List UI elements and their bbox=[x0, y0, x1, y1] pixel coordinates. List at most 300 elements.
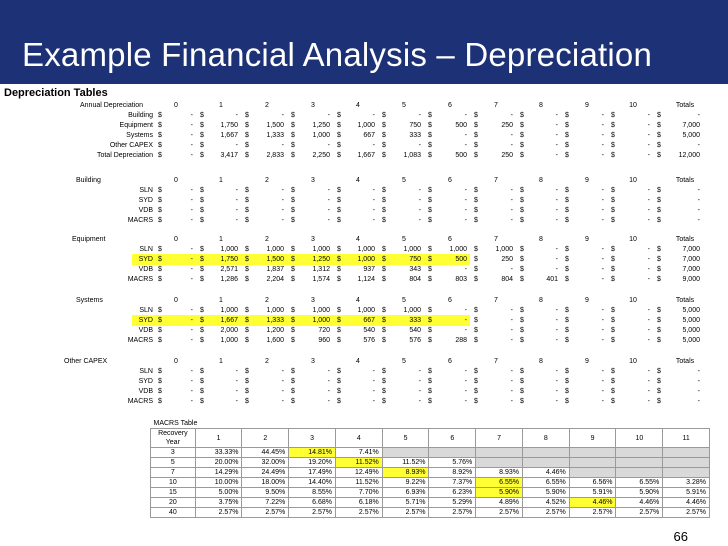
totals-header: Totals bbox=[675, 177, 695, 184]
currency-symbol: $ bbox=[565, 132, 569, 139]
currency-symbol: $ bbox=[337, 398, 341, 405]
currency-symbol: $ bbox=[337, 132, 341, 139]
total-cell: 7,000 bbox=[682, 246, 700, 253]
macrs-rate-cell: 7.37% bbox=[429, 478, 476, 488]
total-cell: - bbox=[697, 378, 700, 385]
macrs-rate-cell: 5.71% bbox=[382, 498, 429, 508]
macrs-rate-cell bbox=[663, 458, 710, 468]
value-cell: - bbox=[190, 276, 193, 283]
macrs-rate-cell: 6.23% bbox=[429, 488, 476, 498]
total-cell: 5,000 bbox=[682, 307, 700, 314]
currency-symbol: $ bbox=[382, 246, 386, 253]
year-header: 0 bbox=[174, 297, 178, 304]
currency-symbol: $ bbox=[611, 152, 615, 159]
macrs-rate-cell: 6.93% bbox=[382, 488, 429, 498]
year-header: 1 bbox=[219, 236, 223, 243]
value-cell: - bbox=[601, 187, 604, 194]
total-cell: 5,000 bbox=[682, 337, 700, 344]
currency-symbol: $ bbox=[245, 378, 249, 385]
currency-symbol: $ bbox=[337, 207, 341, 214]
macrs-rate-cell bbox=[382, 448, 429, 458]
value-cell: - bbox=[372, 142, 375, 149]
currency-symbol: $ bbox=[337, 112, 341, 119]
value-cell: - bbox=[555, 378, 558, 385]
currency-symbol: $ bbox=[611, 378, 615, 385]
currency-symbol: $ bbox=[520, 217, 524, 224]
value-cell: - bbox=[510, 388, 513, 395]
macrs-rate-cell: 14.81% bbox=[289, 448, 336, 458]
currency-symbol: $ bbox=[657, 276, 661, 283]
value-cell: - bbox=[327, 187, 330, 194]
year-header: 5 bbox=[402, 102, 406, 109]
value-cell: - bbox=[555, 246, 558, 253]
currency-symbol: $ bbox=[428, 378, 432, 385]
macrs-rate-cell: 4.89% bbox=[476, 498, 523, 508]
currency-symbol: $ bbox=[474, 327, 478, 334]
value-cell: 1,333 bbox=[266, 132, 284, 139]
currency-symbol: $ bbox=[520, 246, 524, 253]
value-cell: - bbox=[601, 152, 604, 159]
recovery-label: Recovery bbox=[158, 430, 188, 437]
year-header: 1 bbox=[219, 102, 223, 109]
value-cell: - bbox=[190, 256, 193, 263]
value-cell: - bbox=[555, 132, 558, 139]
value-cell: - bbox=[510, 132, 513, 139]
currency-symbol: $ bbox=[428, 197, 432, 204]
currency-symbol: $ bbox=[158, 378, 162, 385]
value-cell: - bbox=[418, 378, 421, 385]
macrs-rate-cell: 4.46% bbox=[569, 498, 616, 508]
currency-symbol: $ bbox=[291, 207, 295, 214]
currency-symbol: $ bbox=[428, 122, 432, 129]
value-cell: 1,124 bbox=[357, 276, 375, 283]
currency-symbol: $ bbox=[337, 276, 341, 283]
macrs-column-header: 1 bbox=[195, 429, 242, 448]
value-cell: - bbox=[464, 388, 467, 395]
value-cell: - bbox=[647, 112, 650, 119]
macrs-rate-cell: 7.41% bbox=[335, 448, 382, 458]
currency-symbol: $ bbox=[428, 132, 432, 139]
year-header: 3 bbox=[311, 358, 315, 365]
currency-symbol: $ bbox=[657, 122, 661, 129]
currency-symbol: $ bbox=[200, 266, 204, 273]
currency-symbol: $ bbox=[245, 142, 249, 149]
currency-symbol: $ bbox=[657, 256, 661, 263]
value-cell: - bbox=[235, 187, 238, 194]
year-header: 0 bbox=[174, 358, 178, 365]
value-cell: 804 bbox=[501, 276, 513, 283]
macrs-rate-cell: 6.55% bbox=[476, 478, 523, 488]
macrs-row bbox=[151, 468, 710, 478]
year-header: 7 bbox=[494, 297, 498, 304]
macrs-rate-cell: 24.49% bbox=[242, 468, 289, 478]
value-cell: - bbox=[601, 207, 604, 214]
title-bar bbox=[0, 0, 728, 84]
currency-symbol: $ bbox=[382, 266, 386, 273]
row-label: Systems bbox=[126, 132, 153, 139]
currency-symbol: $ bbox=[565, 368, 569, 375]
value-cell: 1,000 bbox=[220, 307, 238, 314]
year-header: 4 bbox=[356, 177, 360, 184]
macrs-row bbox=[151, 448, 710, 458]
currency-symbol: $ bbox=[474, 187, 478, 194]
year-header: 6 bbox=[448, 297, 452, 304]
value-cell: - bbox=[235, 197, 238, 204]
currency-symbol: $ bbox=[291, 337, 295, 344]
currency-symbol: $ bbox=[158, 246, 162, 253]
currency-symbol: $ bbox=[520, 398, 524, 405]
year-header: 10 bbox=[629, 358, 637, 365]
currency-symbol: $ bbox=[158, 327, 162, 334]
currency-symbol: $ bbox=[520, 378, 524, 385]
macrs-rate-cell bbox=[569, 468, 616, 478]
total-cell: 5,000 bbox=[682, 132, 700, 139]
table-row bbox=[0, 150, 720, 161]
macrs-rate-cell bbox=[476, 458, 523, 468]
currency-symbol: $ bbox=[382, 368, 386, 375]
year-header: 7 bbox=[494, 177, 498, 184]
currency-symbol: $ bbox=[474, 388, 478, 395]
value-cell: - bbox=[464, 197, 467, 204]
currency-symbol: $ bbox=[291, 152, 295, 159]
value-cell: 333 bbox=[409, 317, 421, 324]
row-label: SYD bbox=[138, 317, 153, 324]
value-cell: 500 bbox=[455, 122, 467, 129]
currency-symbol: $ bbox=[382, 327, 386, 334]
value-cell: - bbox=[601, 327, 604, 334]
value-cell: - bbox=[372, 378, 375, 385]
value-cell: 1,667 bbox=[220, 317, 238, 324]
currency-symbol: $ bbox=[611, 327, 615, 334]
value-cell: 1,500 bbox=[266, 256, 284, 263]
year-header: 8 bbox=[539, 358, 543, 365]
row-label: SLN bbox=[139, 187, 153, 194]
value-cell: - bbox=[327, 378, 330, 385]
value-cell: - bbox=[464, 368, 467, 375]
value-cell: 1,200 bbox=[266, 327, 284, 334]
value-cell: - bbox=[555, 152, 558, 159]
macrs-rate-cell: 6.55% bbox=[522, 478, 569, 488]
value-cell: - bbox=[464, 187, 467, 194]
currency-symbol: $ bbox=[611, 276, 615, 283]
macrs-rate-cell: 11.52% bbox=[382, 458, 429, 468]
currency-symbol: $ bbox=[382, 307, 386, 314]
currency-symbol: $ bbox=[245, 217, 249, 224]
currency-symbol: $ bbox=[200, 388, 204, 395]
macrs-rate-cell bbox=[569, 458, 616, 468]
currency-symbol: $ bbox=[474, 317, 478, 324]
value-cell: - bbox=[601, 256, 604, 263]
macrs-column-header: 3 bbox=[289, 429, 336, 448]
row-label: VDB bbox=[138, 207, 153, 214]
recovery-year-header bbox=[151, 429, 196, 448]
macrs-rate-cell: 2.57% bbox=[569, 508, 616, 518]
currency-symbol: $ bbox=[657, 197, 661, 204]
value-cell: - bbox=[647, 388, 650, 395]
currency-symbol: $ bbox=[657, 187, 661, 194]
currency-symbol: $ bbox=[158, 256, 162, 263]
currency-symbol: $ bbox=[291, 388, 295, 395]
currency-symbol: $ bbox=[158, 132, 162, 139]
currency-symbol: $ bbox=[474, 112, 478, 119]
currency-symbol: $ bbox=[291, 317, 295, 324]
value-cell: 1,083 bbox=[403, 152, 421, 159]
value-cell: - bbox=[235, 207, 238, 214]
currency-symbol: $ bbox=[245, 307, 249, 314]
currency-symbol: $ bbox=[245, 132, 249, 139]
value-cell: - bbox=[190, 152, 193, 159]
value-cell: 500 bbox=[455, 152, 467, 159]
currency-symbol: $ bbox=[337, 122, 341, 129]
currency-symbol: $ bbox=[657, 246, 661, 253]
currency-symbol: $ bbox=[337, 217, 341, 224]
value-cell: 1,286 bbox=[220, 276, 238, 283]
value-cell: - bbox=[327, 207, 330, 214]
value-cell: - bbox=[281, 187, 284, 194]
value-cell: - bbox=[372, 388, 375, 395]
currency-symbol: $ bbox=[337, 307, 341, 314]
value-cell: - bbox=[555, 142, 558, 149]
value-cell: 1,000 bbox=[312, 132, 330, 139]
value-cell: 1,000 bbox=[312, 307, 330, 314]
macrs-rate-cell: 2.57% bbox=[476, 508, 523, 518]
macrs-rate-cell: 5.00% bbox=[195, 488, 242, 498]
year-header: 6 bbox=[448, 102, 452, 109]
value-cell: - bbox=[555, 197, 558, 204]
currency-symbol: $ bbox=[200, 327, 204, 334]
macrs-rate-cell: 4.46% bbox=[522, 468, 569, 478]
macrs-rate-cell: 4.46% bbox=[616, 498, 663, 508]
value-cell: - bbox=[372, 217, 375, 224]
value-cell: - bbox=[235, 388, 238, 395]
currency-symbol: $ bbox=[611, 142, 615, 149]
value-cell: 1,000 bbox=[403, 307, 421, 314]
value-cell: - bbox=[372, 197, 375, 204]
currency-symbol: $ bbox=[382, 142, 386, 149]
year-header: 3 bbox=[311, 297, 315, 304]
currency-symbol: $ bbox=[337, 142, 341, 149]
value-cell: 1,000 bbox=[403, 246, 421, 253]
total-cell: 5,000 bbox=[682, 317, 700, 324]
currency-symbol: $ bbox=[520, 132, 524, 139]
value-cell: 1,500 bbox=[266, 122, 284, 129]
year-header: 8 bbox=[539, 236, 543, 243]
value-cell: - bbox=[190, 337, 193, 344]
currency-symbol: $ bbox=[474, 246, 478, 253]
value-cell: - bbox=[190, 378, 193, 385]
value-cell: - bbox=[190, 197, 193, 204]
currency-symbol: $ bbox=[337, 152, 341, 159]
year-header: 8 bbox=[539, 297, 543, 304]
currency-symbol: $ bbox=[611, 187, 615, 194]
row-label: SLN bbox=[139, 246, 153, 253]
value-cell: 1,667 bbox=[220, 132, 238, 139]
currency-symbol: $ bbox=[200, 368, 204, 375]
totals-header: Totals bbox=[675, 358, 695, 365]
value-cell: - bbox=[555, 187, 558, 194]
value-cell: 1,600 bbox=[266, 337, 284, 344]
value-cell: - bbox=[555, 217, 558, 224]
total-cell: - bbox=[697, 217, 700, 224]
value-cell: - bbox=[464, 112, 467, 119]
value-cell: - bbox=[281, 142, 284, 149]
value-cell: 1,250 bbox=[312, 122, 330, 129]
value-cell: - bbox=[647, 276, 650, 283]
currency-symbol: $ bbox=[565, 388, 569, 395]
macrs-rate-cell: 5.29% bbox=[429, 498, 476, 508]
currency-symbol: $ bbox=[565, 337, 569, 344]
year-header: 3 bbox=[311, 236, 315, 243]
year-header: 5 bbox=[402, 177, 406, 184]
row-label: Building bbox=[128, 112, 153, 119]
currency-symbol: $ bbox=[565, 378, 569, 385]
currency-symbol: $ bbox=[158, 266, 162, 273]
value-cell: - bbox=[510, 378, 513, 385]
macrs-rate-cell: 9.50% bbox=[242, 488, 289, 498]
value-cell: - bbox=[647, 197, 650, 204]
currency-symbol: $ bbox=[657, 132, 661, 139]
macrs-rate-cell: 8.55% bbox=[289, 488, 336, 498]
recovery-period-cell: 40 bbox=[151, 508, 196, 518]
total-cell: 12,000 bbox=[678, 152, 700, 159]
currency-symbol: $ bbox=[474, 122, 478, 129]
currency-symbol: $ bbox=[291, 197, 295, 204]
currency-symbol: $ bbox=[474, 207, 478, 214]
currency-symbol: $ bbox=[611, 197, 615, 204]
value-cell: - bbox=[601, 112, 604, 119]
currency-symbol: $ bbox=[611, 398, 615, 405]
value-cell: - bbox=[601, 307, 604, 314]
year-header: 4 bbox=[356, 358, 360, 365]
value-cell: - bbox=[555, 317, 558, 324]
currency-symbol: $ bbox=[428, 256, 432, 263]
table-row bbox=[0, 335, 720, 346]
currency-symbol: $ bbox=[382, 217, 386, 224]
currency-symbol: $ bbox=[428, 266, 432, 273]
macrs-rate-cell: 8.93% bbox=[476, 468, 523, 478]
value-cell: - bbox=[510, 112, 513, 119]
value-cell: 343 bbox=[409, 266, 421, 273]
recovery-period-cell: 15 bbox=[151, 488, 196, 498]
currency-symbol: $ bbox=[382, 132, 386, 139]
currency-symbol: $ bbox=[245, 197, 249, 204]
value-cell: 1,000 bbox=[266, 246, 284, 253]
currency-symbol: $ bbox=[245, 256, 249, 263]
value-cell: - bbox=[601, 246, 604, 253]
currency-symbol: $ bbox=[474, 307, 478, 314]
currency-symbol: $ bbox=[337, 368, 341, 375]
value-cell: - bbox=[601, 378, 604, 385]
value-cell: - bbox=[372, 368, 375, 375]
macrs-rate-cell: 5.90% bbox=[616, 488, 663, 498]
currency-symbol: $ bbox=[158, 122, 162, 129]
currency-symbol: $ bbox=[158, 317, 162, 324]
value-cell: 1,750 bbox=[220, 256, 238, 263]
macrs-rate-cell bbox=[616, 468, 663, 478]
row-label: Total Depreciation bbox=[96, 152, 153, 159]
value-cell: - bbox=[601, 266, 604, 273]
currency-symbol: $ bbox=[611, 256, 615, 263]
macrs-column-header: 2 bbox=[242, 429, 289, 448]
currency-symbol: $ bbox=[382, 122, 386, 129]
currency-symbol: $ bbox=[245, 388, 249, 395]
currency-symbol: $ bbox=[245, 187, 249, 194]
value-cell: 1,000 bbox=[266, 307, 284, 314]
currency-symbol: $ bbox=[158, 217, 162, 224]
currency-symbol: $ bbox=[382, 337, 386, 344]
year-header: 0 bbox=[174, 236, 178, 243]
currency-symbol: $ bbox=[474, 368, 478, 375]
currency-symbol: $ bbox=[337, 378, 341, 385]
macrs-rate-cell: 4.46% bbox=[663, 498, 710, 508]
currency-symbol: $ bbox=[382, 276, 386, 283]
currency-symbol: $ bbox=[474, 398, 478, 405]
total-cell: 9,000 bbox=[682, 276, 700, 283]
value-cell: - bbox=[647, 132, 650, 139]
macrs-rate-cell: 6.55% bbox=[616, 478, 663, 488]
year-header: 9 bbox=[585, 177, 589, 184]
value-cell: - bbox=[510, 266, 513, 273]
currency-symbol: $ bbox=[474, 276, 478, 283]
recovery-period-cell: 3 bbox=[151, 448, 196, 458]
year-header: 9 bbox=[585, 102, 589, 109]
value-cell: 960 bbox=[318, 337, 330, 344]
value-cell: - bbox=[510, 187, 513, 194]
spacer-cell bbox=[429, 419, 476, 429]
value-cell: - bbox=[464, 266, 467, 273]
currency-symbol: $ bbox=[200, 246, 204, 253]
value-cell: - bbox=[281, 378, 284, 385]
value-cell: - bbox=[464, 317, 467, 324]
spacer-cell bbox=[476, 419, 523, 429]
value-cell: - bbox=[372, 187, 375, 194]
macrs-rate-cell: 2.57% bbox=[195, 508, 242, 518]
currency-symbol: $ bbox=[428, 142, 432, 149]
currency-symbol: $ bbox=[291, 132, 295, 139]
value-cell: 1,000 bbox=[357, 122, 375, 129]
value-cell: - bbox=[327, 142, 330, 149]
macrs-rate-cell: 4.52% bbox=[522, 498, 569, 508]
value-cell: - bbox=[510, 217, 513, 224]
currency-symbol: $ bbox=[565, 197, 569, 204]
value-cell: - bbox=[555, 398, 558, 405]
currency-symbol: $ bbox=[200, 152, 204, 159]
currency-symbol: $ bbox=[611, 368, 615, 375]
currency-symbol: $ bbox=[657, 112, 661, 119]
currency-symbol: $ bbox=[382, 152, 386, 159]
macrs-row bbox=[151, 458, 710, 468]
spacer-cell bbox=[382, 419, 429, 429]
value-cell: - bbox=[464, 398, 467, 405]
currency-symbol: $ bbox=[382, 197, 386, 204]
page-number: 66 bbox=[673, 529, 688, 544]
macrs-table bbox=[150, 419, 710, 518]
currency-symbol: $ bbox=[245, 207, 249, 214]
currency-symbol: $ bbox=[428, 152, 432, 159]
currency-symbol: $ bbox=[657, 217, 661, 224]
value-cell: - bbox=[601, 142, 604, 149]
value-cell: - bbox=[601, 217, 604, 224]
value-cell: 803 bbox=[455, 276, 467, 283]
macrs-rate-cell: 14.40% bbox=[289, 478, 336, 488]
spacer-cell bbox=[289, 419, 336, 429]
value-cell: - bbox=[327, 398, 330, 405]
currency-symbol: $ bbox=[428, 207, 432, 214]
value-cell: 1,250 bbox=[312, 256, 330, 263]
value-cell: - bbox=[464, 307, 467, 314]
value-cell: - bbox=[418, 197, 421, 204]
macrs-rate-cell bbox=[663, 448, 710, 458]
